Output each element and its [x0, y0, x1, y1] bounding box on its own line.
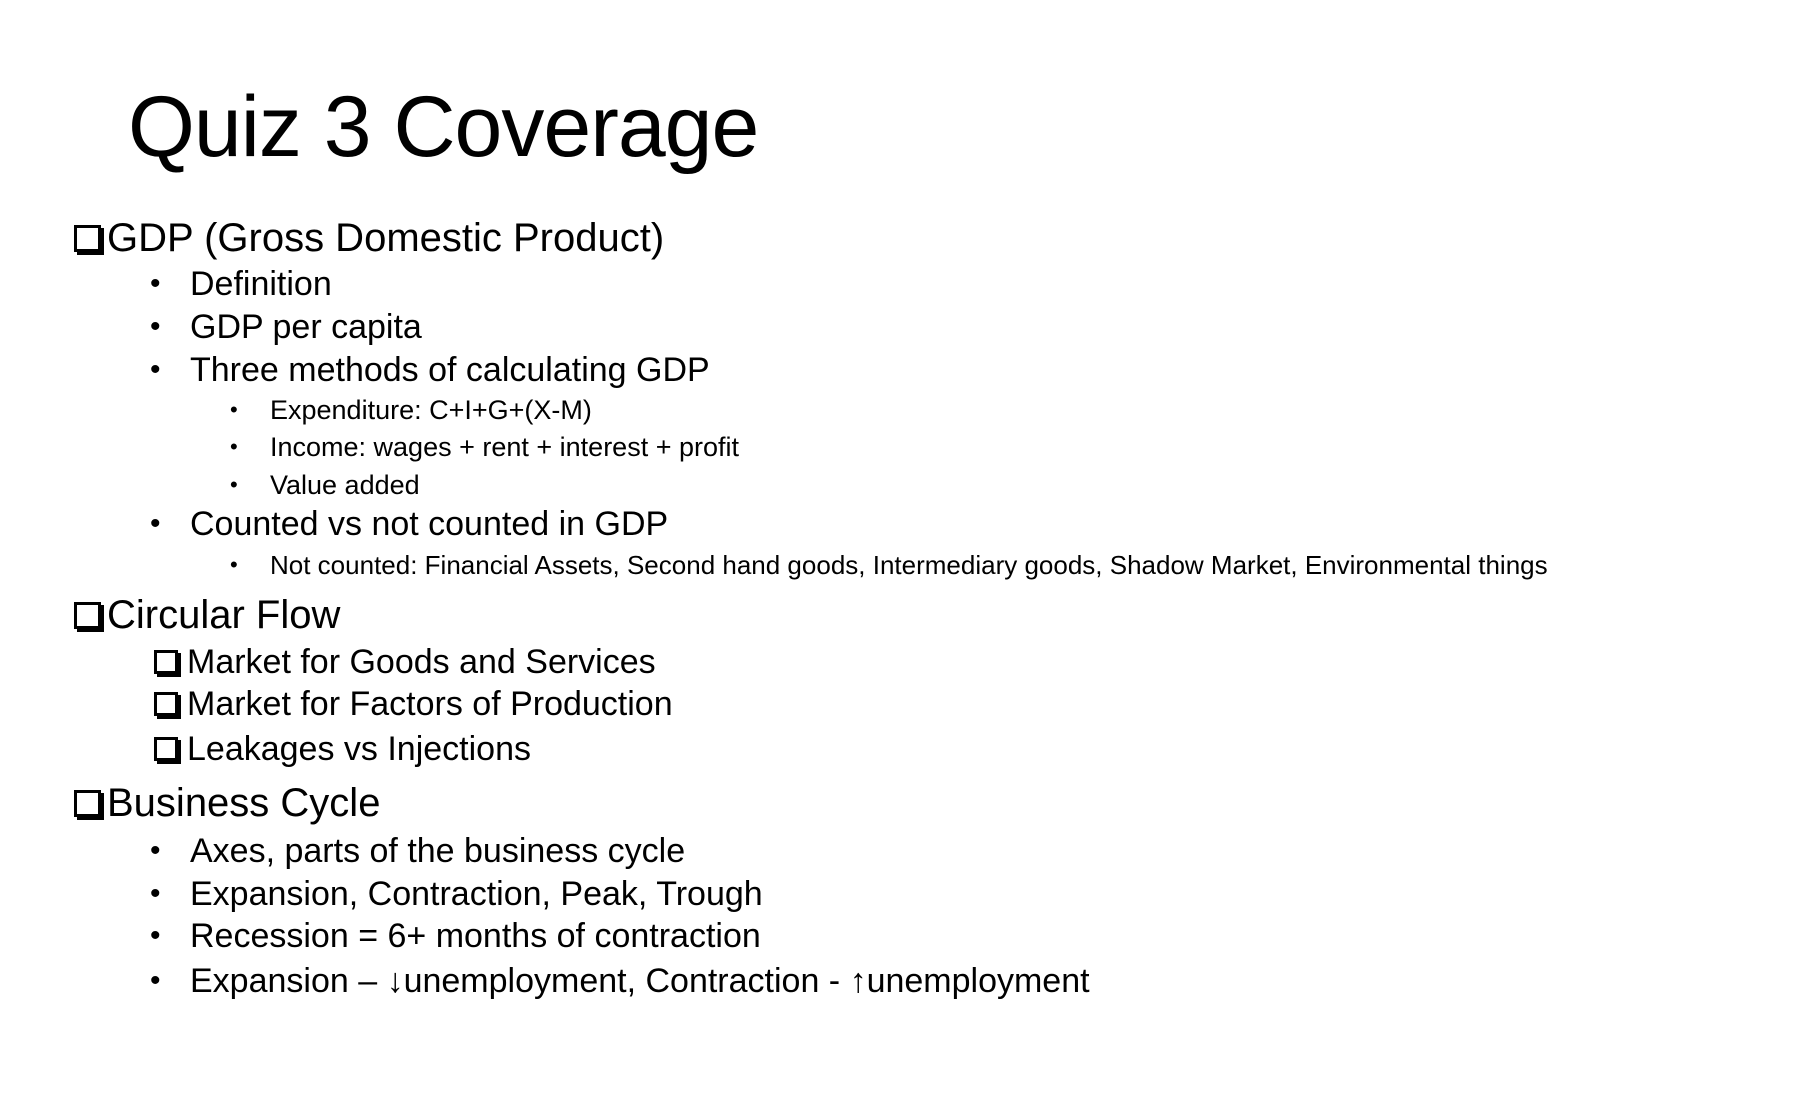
bullet-icon: • — [230, 472, 238, 497]
list-item — [150, 914, 761, 958]
gdp-heading-row — [74, 213, 664, 263]
bullet-icon: • — [150, 353, 161, 386]
gdp-per-capita: GDP per capita — [190, 307, 422, 346]
bullet-icon: • — [150, 964, 161, 997]
checkbox-icon — [154, 737, 178, 761]
checkbox-icon — [74, 225, 101, 252]
checkbox-icon — [74, 790, 101, 817]
list-item — [150, 959, 1090, 1003]
bullet-icon: • — [150, 877, 161, 910]
list-item — [150, 305, 422, 349]
checkbox-icon — [154, 692, 178, 716]
circular-flow-factors: Market for Factors of Production — [187, 684, 673, 723]
gdp-expenditure: Expenditure: C+I+G+(X-M) — [270, 394, 592, 425]
bullet-icon: • — [150, 267, 161, 300]
circular-flow-goods: Market for Goods and Services — [187, 642, 656, 681]
list-item — [150, 829, 685, 873]
gdp-heading: GDP (Gross Domestic Product) — [107, 215, 665, 260]
gdp-three-methods: Three methods of calculating GDP — [190, 350, 710, 389]
slide-title: Quiz 3 Coverage — [128, 79, 759, 175]
list-item — [230, 467, 420, 503]
bullet-icon: • — [150, 507, 161, 540]
checkbox-icon — [154, 650, 178, 674]
circular-flow-heading: Circular Flow — [107, 592, 341, 637]
bullet-icon: • — [230, 397, 238, 422]
circular-flow-leakages: Leakages vs Injections — [187, 729, 531, 768]
list-item — [150, 348, 710, 392]
gdp-income: Income: wages + rent + interest + profit — [270, 431, 739, 462]
bullet-icon: • — [230, 434, 238, 459]
bullet-icon: • — [150, 834, 161, 867]
list-item — [230, 547, 1548, 583]
gdp-counted: Counted vs not counted in GDP — [190, 504, 669, 543]
business-cycle-unemployment: Expansion – ↓unemployment, Contraction - ↑unemployment — [190, 961, 1090, 1000]
list-item — [150, 502, 668, 546]
bullet-icon: • — [230, 552, 238, 577]
gdp-value-added: Value added — [270, 469, 420, 500]
circular-flow-heading-row — [74, 590, 340, 640]
business-cycle-recession: Recession = 6+ months of contraction — [190, 916, 761, 955]
business-cycle-heading-row — [74, 778, 380, 828]
checkbox-icon — [74, 602, 101, 629]
list-item — [230, 392, 592, 428]
gdp-definition: Definition — [190, 264, 332, 303]
list-item — [154, 682, 673, 726]
list-item — [154, 727, 531, 771]
gdp-not-counted: Not counted: Financial Assets, Second hand goods, Intermediary goods, Shadow Market, Environmental things — [270, 549, 1548, 580]
business-cycle-heading: Business Cycle — [107, 780, 381, 825]
list-item — [230, 429, 739, 465]
list-item — [154, 640, 656, 684]
bullet-icon: • — [150, 919, 161, 952]
bullet-icon: • — [150, 310, 161, 343]
business-cycle-axes: Axes, parts of the business cycle — [190, 831, 686, 870]
list-item — [150, 872, 763, 916]
business-cycle-phases: Expansion, Contraction, Peak, Trough — [190, 874, 763, 913]
list-item — [150, 262, 332, 306]
